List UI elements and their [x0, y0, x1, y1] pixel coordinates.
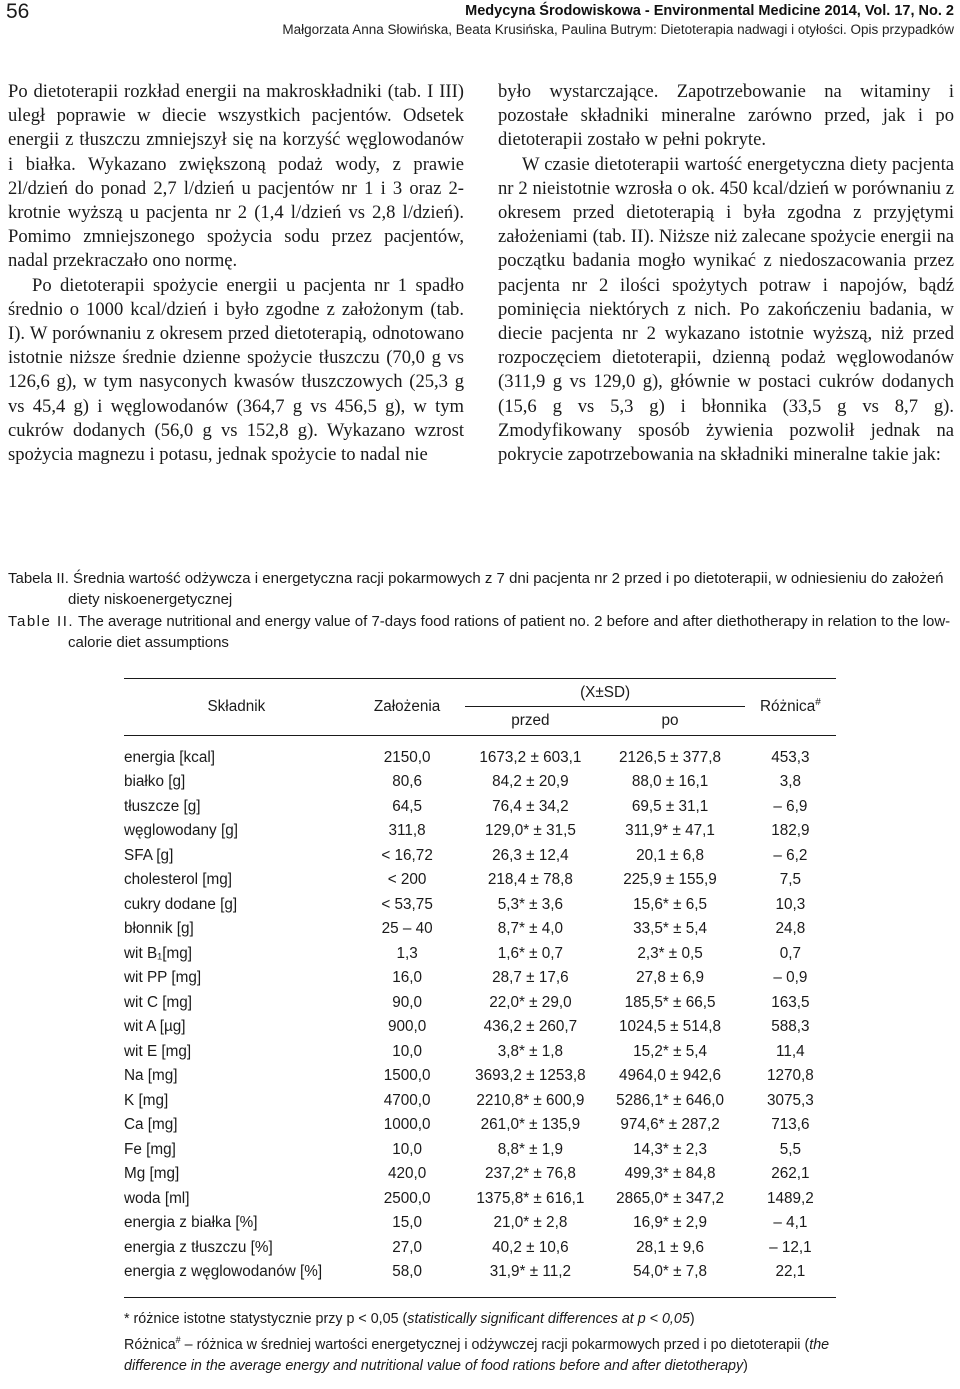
- header-group: (X±SD): [465, 679, 744, 707]
- cell-before: 237,2* ± 76,8: [484, 1165, 576, 1183]
- cell-after: 5286,1* ± 646,0: [616, 1091, 724, 1109]
- cell-before: 3693,2 ± 1253,8: [475, 1067, 586, 1085]
- table-body: [124, 746, 836, 1285]
- cell-before: 8,7* ± 4,0: [497, 920, 564, 938]
- cell-component: energia z białka [%]: [124, 1214, 258, 1232]
- cell-before: 31,9* ± 11,2: [489, 1263, 572, 1281]
- header-assumptions: Założenia: [349, 679, 466, 735]
- cell-before: 76,4 ± 34,2: [492, 797, 569, 815]
- table-row: [124, 795, 836, 820]
- cell-component: wit C [mg]: [124, 993, 192, 1011]
- cell-before: 5,3* ± 3,6: [497, 895, 564, 913]
- body-column-right: [498, 80, 954, 467]
- header-component: Składnik: [124, 679, 349, 735]
- cell-component: tłuszcze [g]: [124, 797, 201, 815]
- nutrition-table: [124, 678, 836, 1298]
- cell-before: 2210,8* ± 600,9: [476, 1091, 585, 1109]
- cell-component: wit B₁[mg]: [124, 944, 193, 962]
- cell-component: energia z tłuszczu [%]: [124, 1238, 273, 1256]
- cell-component: K [mg]: [124, 1091, 169, 1109]
- cell-after: 974,6* ± 287,2: [620, 1116, 720, 1134]
- body-column-left: [8, 80, 464, 467]
- table-row: [124, 1187, 836, 1212]
- cell-assumption: 16,0: [392, 969, 422, 987]
- cell-before: 1673,2 ± 603,1: [479, 748, 582, 766]
- cell-difference: 182,9: [771, 822, 810, 840]
- journal-title: Medycyna Środowiskowa - Environmental Medicine 2014, Vol. 17, No. 2: [465, 3, 954, 19]
- table-row: [124, 844, 836, 869]
- footnote-mark: #: [175, 1335, 181, 1345]
- cell-assumption: 64,5: [392, 797, 422, 815]
- cell-component: błonnik [g]: [124, 920, 194, 938]
- caption-polish: [8, 568, 960, 610]
- cell-after: 54,0* ± 7,8: [633, 1263, 707, 1281]
- cell-before: 436,2 ± 260,7: [483, 1018, 578, 1036]
- cell-difference: 588,3: [771, 1018, 810, 1036]
- cell-difference: 453,3: [771, 748, 810, 766]
- body-paragraph: Po dietoterapii rozkład energii na makroskładniki (tab. I III) uległ poprawie w diecie wszystkich pacjentów. Odsetek energii z tłuszczu zmniejszył się na korzyść węglowodanów i białka. Wykazano zwiększoną podaż wody, z prawie 2l/dzień do ponad 2,7 l/dzień u pacjentów nr 1 i 3 oraz 2-krotnie wyższą u pacjenta nr 2 (1,4 l/dzień vs 2,8 l/dzień). Pomimo zmniejszonego spożycia sodu przez pacjentów, nadal przekraczało ono normę.: [8, 81, 464, 272]
- cell-after: 2,3* ± 0,5: [637, 944, 703, 962]
- cell-assumption: 90,0: [392, 993, 422, 1011]
- footnote-significance: [124, 1309, 836, 1330]
- cell-before: 8,8* ± 1,9: [497, 1140, 564, 1158]
- cell-component: energia z węglowodanów [%]: [124, 1263, 323, 1281]
- cell-assumption: 27,0: [392, 1238, 422, 1256]
- body-paragraph: było wystarczające. Zapotrzebowanie na witaminy i pozostałe składniki mineralne zarówno przed, jak i po dietoterapii zostało w pełni pokryte.: [498, 81, 954, 151]
- cell-before: 261,0* ± 135,9: [480, 1116, 581, 1134]
- cell-difference: 11,4: [776, 1042, 805, 1060]
- table-caption: [8, 568, 960, 654]
- cell-assumption: 10,0: [392, 1042, 422, 1060]
- cell-assumption: 58,0: [392, 1263, 422, 1281]
- cell-assumption: 420,0: [387, 1165, 427, 1183]
- cell-after: 2126,5 ± 377,8: [619, 748, 722, 766]
- table-row: [124, 942, 836, 967]
- cell-component: wit PP [mg]: [124, 969, 202, 987]
- cell-assumption: 1000,0: [383, 1116, 431, 1134]
- cell-assumption: 10,0: [392, 1140, 422, 1158]
- cell-before: 21,0* ± 2,8: [493, 1214, 568, 1232]
- running-head-authors: Małgorzata Anna Słowińska, Beata Krusińska, Paulina Butrym: Dietoterapia nadwagi i otyłości. Opis przypadków: [282, 22, 954, 37]
- cell-assumption: 15,0: [392, 1214, 422, 1232]
- cell-difference: 22,1: [775, 1263, 806, 1281]
- table-row: [124, 1113, 836, 1138]
- footnote-text: * różnice istotne statystycznie przy p < 0,05 (: [124, 1311, 408, 1327]
- cell-difference: 0,7: [779, 944, 801, 962]
- footnote-label: Różnica: [124, 1336, 176, 1353]
- cell-assumption: < 16,72: [381, 846, 433, 864]
- cell-after: 69,5 ± 31,1: [631, 797, 709, 815]
- cell-after: 4964,0 ± 942,6: [619, 1067, 722, 1085]
- caption-text: The average nutritional and energy value of 7-days food rations of patient no. 2 before and after diethotherapy in relation to the low-calorie diet assumptions: [68, 613, 951, 651]
- cell-difference: 163,5: [771, 993, 810, 1011]
- footnote-difference: [124, 1330, 836, 1377]
- body-paragraph: W czasie dietoterapii wartość energetyczna diety pacjenta nr 2 nieistotnie wzrosła o ok. 450 kcal/dzień w porównaniu z okresem przed dietoterapią i była zgodna z przyjętymi założeniami (tab. II). Niższe niż zalecane spożycie energii na początku badania mogło wynikać z niedoszacowania przez pacjenta nr 2 ilości spożytych potraw i napojów, bądź pominięcia niektórych z nich. Po zakończeniu badania, w diecie pacjenta nr 2 wykazano istotnie wyższą, niż przed rozpoczęciem dietoterapii, dzienną podaż węglowodanów (311,9 g vs 129,0 g), głównie w postaci cukrów dodanych (15,6 g vs 5,3 g) i błonnika (33,5 g vs 8,7 g). Zmodyfikowany sposób żywienia pozwolił jednak na pokrycie zapotrzebowania na składniki mineralne takie jak:: [498, 153, 954, 466]
- cell-component: woda [ml]: [124, 1189, 190, 1207]
- page-number: 56: [6, 0, 30, 23]
- cell-assumption: < 200: [387, 871, 427, 889]
- cell-component: cukry dodane [g]: [124, 895, 238, 913]
- cell-after: 1024,5 ± 514,8: [619, 1018, 722, 1036]
- table-row: [124, 868, 836, 893]
- cell-before: 28,7 ± 17,6: [492, 969, 569, 987]
- header-after: po: [661, 711, 679, 729]
- cell-component: Ca [mg]: [124, 1116, 178, 1134]
- cell-component: Fe [mg]: [124, 1140, 176, 1158]
- table-row: [124, 1015, 836, 1040]
- cell-component: wit E [mg]: [124, 1042, 192, 1060]
- cell-after: 20,1 ± 6,8: [636, 846, 704, 864]
- caption-english: [8, 611, 960, 653]
- table-bottom-rule: [124, 1285, 836, 1298]
- table-row: [124, 746, 836, 771]
- cell-assumption: 311,8: [388, 822, 426, 840]
- cell-after: 33,5* ± 5,4: [633, 920, 707, 938]
- cell-component: wit A [µg]: [124, 1018, 186, 1036]
- cell-difference: 5,5: [779, 1140, 801, 1158]
- cell-component: energia [kcal]: [124, 748, 215, 766]
- cell-before: 129,0* ± 31,5: [484, 822, 576, 840]
- cell-difference: 713,6: [771, 1116, 810, 1134]
- cell-difference: 1489,2: [766, 1189, 814, 1207]
- cell-after: 499,3* ± 84,8: [624, 1165, 716, 1183]
- cell-difference: 24,8: [775, 920, 806, 938]
- footnote-text: – różnica w średniej wartości energetycznej i odżywczej racji pokarmowych przed i po dietoterapii (: [180, 1336, 810, 1353]
- table-row: [124, 966, 836, 991]
- cell-after: 15,2* ± 5,4: [633, 1042, 707, 1060]
- cell-after: 88,0 ± 16,1: [631, 773, 709, 791]
- cell-after: 28,1 ± 9,6: [636, 1238, 704, 1256]
- caption-text: Średnia wartość odżywcza i energetyczna racji pokarmowych z 7 dni pacjenta nr 2 przed i po dietoterapii, w odniesieniu do założeń diety niskoenergetycznej: [68, 570, 944, 608]
- cell-before: 3,8* ± 1,8: [497, 1042, 564, 1060]
- table-row: [124, 770, 836, 795]
- footnote-text-en: statistically significant differences at p < 0,05: [407, 1311, 690, 1327]
- cell-before: 84,2 ± 20,9: [492, 773, 569, 791]
- cell-difference: 262,1: [771, 1165, 810, 1183]
- table-row: [124, 1089, 836, 1114]
- header-gap: [124, 735, 836, 746]
- cell-component: Na [mg]: [124, 1067, 178, 1085]
- cell-difference: – 12,1: [769, 1238, 812, 1256]
- cell-before: 26,3 ± 12,4: [492, 846, 569, 864]
- cell-difference: 10,3: [775, 895, 806, 913]
- header-difference: [745, 679, 836, 735]
- table-row: [124, 991, 836, 1016]
- cell-assumption: 1,3: [396, 944, 418, 962]
- table-row: [124, 1236, 836, 1261]
- cell-after: 15,6* ± 6,5: [633, 895, 707, 913]
- cell-after: 27,8 ± 6,9: [636, 969, 704, 987]
- table-row: [124, 1040, 836, 1065]
- table-row: [124, 1260, 836, 1285]
- cell-before: 1375,8* ± 616,1: [476, 1189, 585, 1207]
- cell-difference: – 6,2: [773, 846, 808, 864]
- cell-assumption: 1500,0: [383, 1067, 431, 1085]
- cell-component: SFA [g]: [124, 846, 174, 864]
- cell-assumption: 2150,0: [383, 748, 431, 766]
- table-row: [124, 917, 836, 942]
- caption-label: Table II.: [8, 613, 75, 630]
- caption-label: Tabela II.: [8, 570, 69, 587]
- cell-assumption: 25 – 40: [381, 920, 433, 938]
- cell-difference: – 6,9: [773, 797, 808, 815]
- cell-component: cholesterol [mg]: [124, 871, 232, 889]
- cell-difference: – 0,9: [773, 969, 808, 987]
- table-row: [124, 819, 836, 844]
- body-paragraph: Po dietoterapii spożycie energii u pacjenta nr 1 spadło średnio o 1000 kcal/dzień i było zgodne z założonym (tab. I). W porównaniu z okresem przed dietoterapią, odnotowano istotnie niższe średnie dzienne spożycie tłuszczu (70,0 g vs 126,6 g), w tym nasyconych kwasów tłuszczowych (25,3 g vs 45,4 g) i węglowodanów (364,7 g vs 456,5 g), w tym cukrów dodanych (56,0 g vs 152,8 g). Wykazano wzrost spożycia magnezu i potasu, jednak spożycie to nadal nie: [8, 274, 464, 466]
- header-before: przed: [511, 711, 550, 729]
- footnote-text-en: the difference in the average energy and nutritional value of food rations before and after dietotherapy: [124, 1336, 830, 1374]
- cell-difference: 3075,3: [766, 1091, 814, 1109]
- header-difference-mark: #: [815, 697, 821, 709]
- table-footnotes: [124, 1309, 836, 1377]
- cell-after: 16,9* ± 2,9: [633, 1214, 707, 1232]
- table-row: [124, 1064, 836, 1089]
- cell-after: 311,9* ± 47,1: [625, 822, 715, 840]
- table-row: [124, 1138, 836, 1163]
- cell-before: 218,4 ± 78,8: [487, 871, 573, 889]
- cell-after: 185,5* ± 66,5: [624, 993, 716, 1011]
- cell-after: 2865,0* ± 347,2: [616, 1189, 724, 1207]
- cell-component: węglowodany [g]: [124, 822, 238, 840]
- cell-assumption: 2500,0: [383, 1189, 431, 1207]
- cell-after: 225,9 ± 155,9: [623, 871, 717, 889]
- table-row: [124, 1162, 836, 1187]
- cell-component: białko [g]: [124, 773, 186, 791]
- cell-assumption: < 53,75: [381, 895, 433, 913]
- cell-difference: 3,8: [779, 773, 801, 791]
- cell-before: 22,0* ± 29,0: [489, 993, 572, 1011]
- footnote-text: ): [689, 1311, 695, 1327]
- cell-assumption: 4700,0: [383, 1091, 431, 1109]
- cell-assumption: 80,6: [392, 773, 422, 791]
- table-row: [124, 1211, 836, 1236]
- cell-difference: – 4,1: [773, 1214, 808, 1232]
- cell-before: 1,6* ± 0,7: [497, 944, 564, 962]
- cell-assumption: 900,0: [387, 1018, 427, 1036]
- header-difference-label: Różnica: [759, 698, 816, 716]
- cell-difference: 1270,8: [766, 1067, 814, 1085]
- cell-before: 40,2 ± 10,6: [492, 1238, 569, 1256]
- cell-difference: 7,5: [779, 871, 801, 889]
- table-row: [124, 893, 836, 918]
- cell-after: 14,3* ± 2,3: [633, 1140, 707, 1158]
- cell-component: Mg [mg]: [124, 1165, 180, 1183]
- footnote-text: ): [743, 1357, 748, 1374]
